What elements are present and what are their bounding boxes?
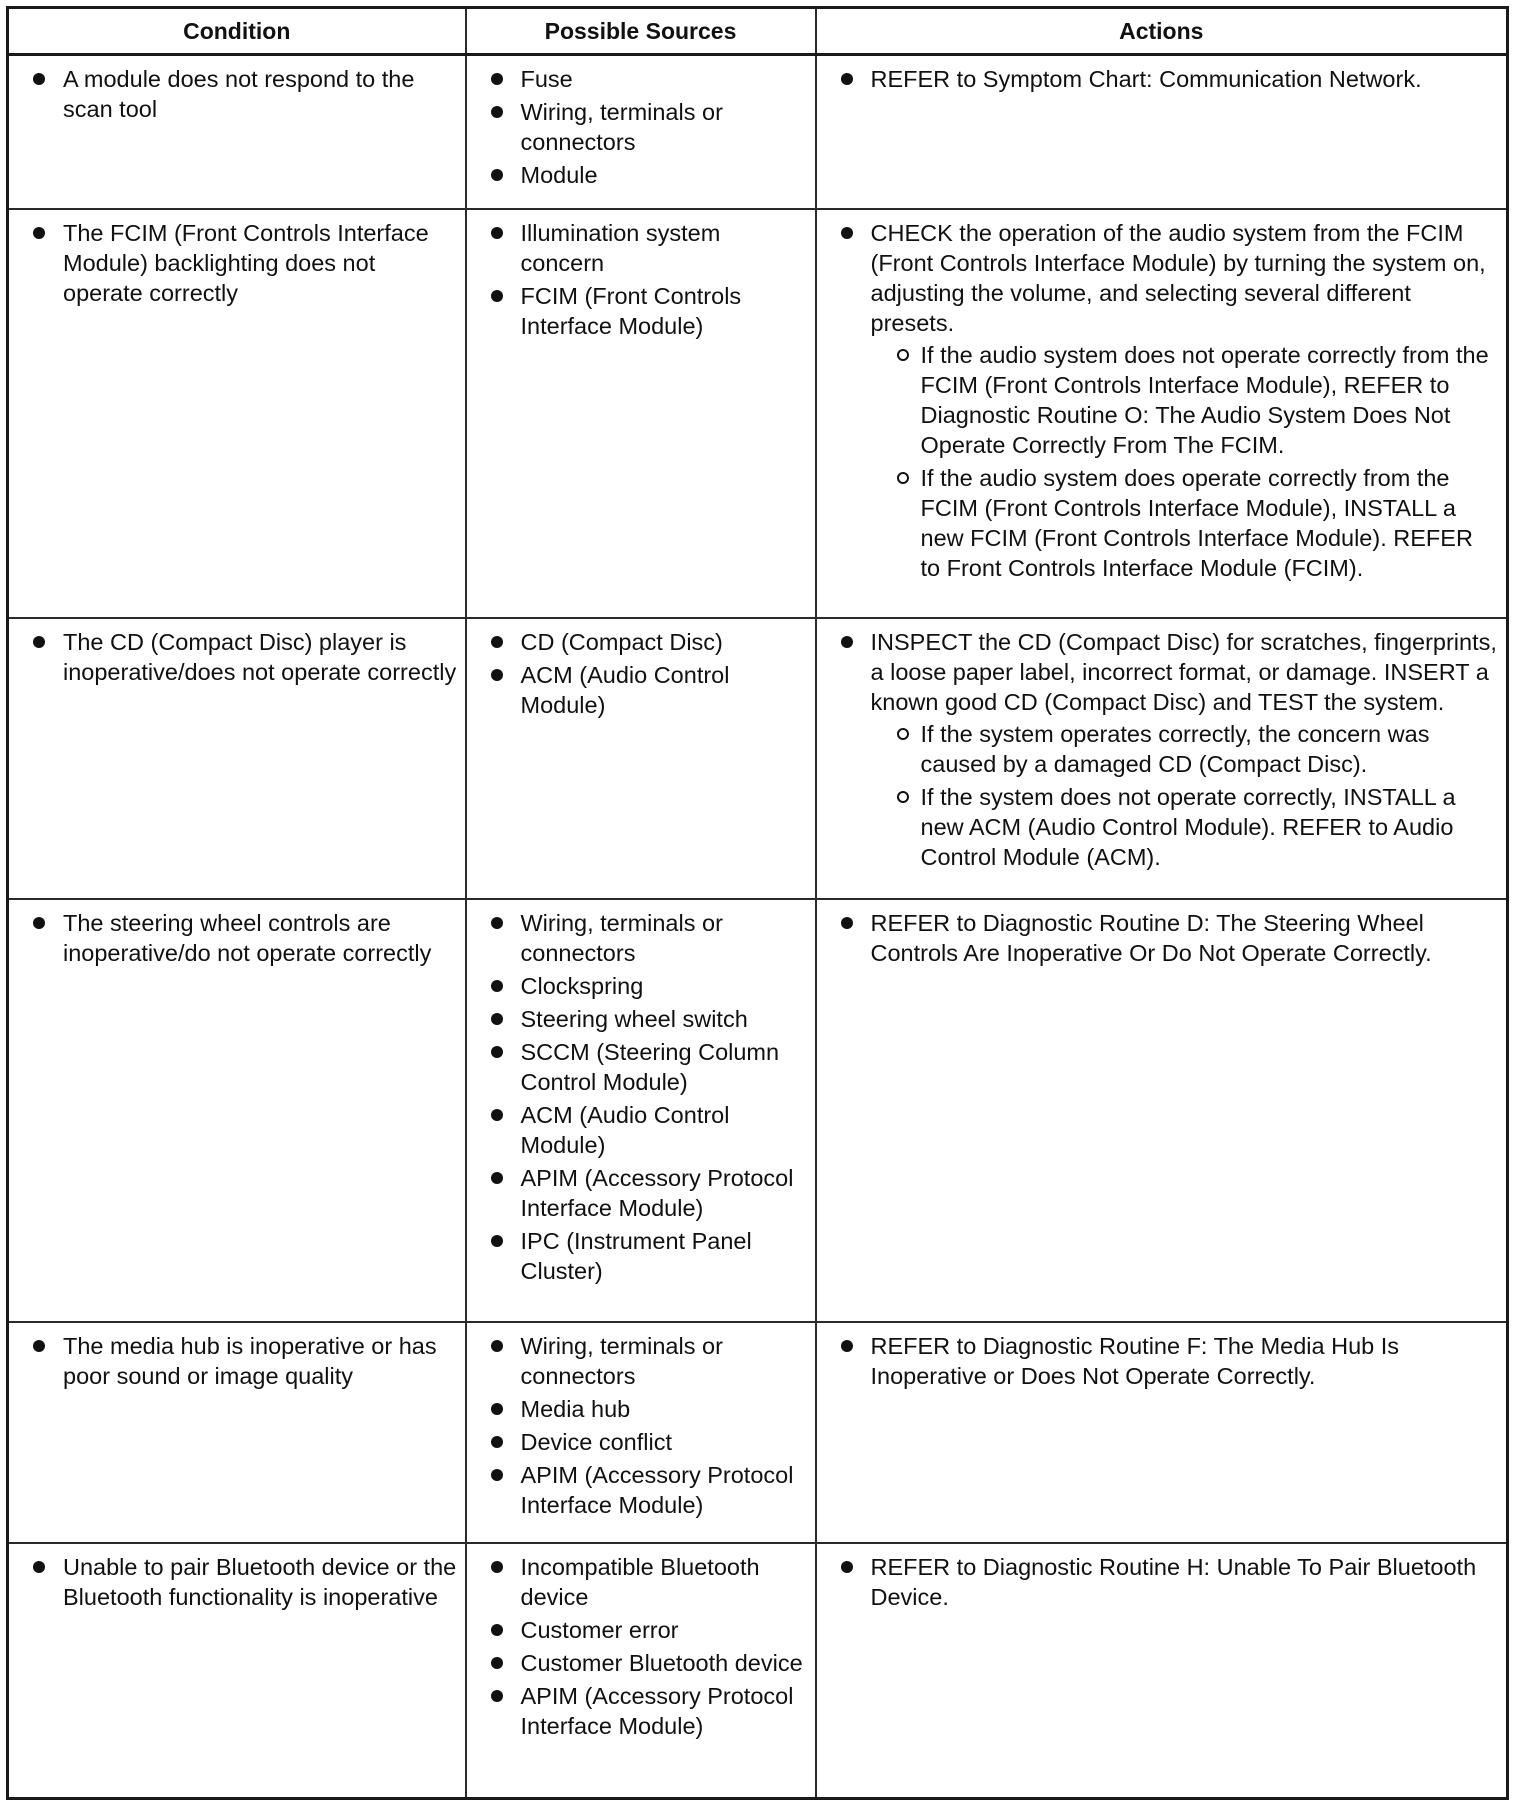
possible-sources-cell: [466, 209, 816, 618]
condition-text: The steering wheel controls are inoperative/do not operate correctly: [17, 908, 457, 968]
source-item: FCIM (Front Controls Interface Module): [475, 281, 807, 341]
possible-sources-cell: [466, 1322, 816, 1543]
source-item: Device conflict: [475, 1427, 807, 1457]
source-item: SCCM (Steering Column Control Module): [475, 1037, 807, 1097]
source-item: ACM (Audio Control Module): [475, 660, 807, 720]
action-item: [825, 64, 1499, 94]
source-item: Customer error: [475, 1615, 807, 1645]
action-item: [825, 627, 1499, 872]
action-item: [825, 1552, 1499, 1612]
condition-list: [17, 908, 457, 968]
possible-sources-cell: [466, 1543, 816, 1799]
source-item: Illumination system concern: [475, 218, 807, 278]
action-sublist: [871, 340, 1499, 583]
table-row: [8, 209, 1508, 618]
condition-list: [17, 1331, 457, 1391]
actions-cell: [816, 209, 1508, 618]
header-row: [8, 8, 1508, 55]
action-text: INSPECT the CD (Compact Disc) for scratches, fingerprints, a loose paper label, incorrect format, or damage. INSERT a known good CD (Compact Disc) and TEST the system.: [870, 629, 1497, 716]
source-item: IPC (Instrument Panel Cluster): [475, 1226, 807, 1286]
source-item: Wiring, terminals or connectors: [475, 97, 807, 157]
table-row: [8, 618, 1508, 899]
action-text: REFER to Diagnostic Routine D: The Steering Wheel Controls Are Inoperative Or Do Not Operate Correctly.: [870, 910, 1432, 967]
actions-cell: [816, 1543, 1508, 1799]
actions-cell: [816, 55, 1508, 210]
source-item: Wiring, terminals or connectors: [475, 908, 807, 968]
action-item: [825, 1331, 1499, 1391]
table-row: [8, 899, 1508, 1322]
header-condition: Condition: [8, 8, 466, 55]
condition-text: Unable to pair Bluetooth device or the Bluetooth functionality is inoperative: [17, 1552, 457, 1612]
condition-list: [17, 64, 457, 124]
source-item: Incompatible Bluetooth device: [475, 1552, 807, 1612]
action-item: [825, 218, 1499, 583]
action-text: CHECK the operation of the audio system from the FCIM (Front Controls Interface Module) by turning the system on, adjusting the volume, and selecting several different presets.: [870, 220, 1486, 337]
sources-list: [475, 64, 807, 190]
table-body: [8, 55, 1508, 1799]
sources-list: [475, 908, 807, 1286]
condition-text: The media hub is inoperative or has poor sound or image quality: [17, 1331, 457, 1391]
condition-cell: [8, 899, 466, 1322]
action-text: REFER to Diagnostic Routine F: The Media Hub Is Inoperative or Does Not Operate Correctly.: [870, 1332, 1400, 1389]
source-item: APIM (Accessory Protocol Interface Module): [475, 1681, 807, 1741]
source-item: Media hub: [475, 1394, 807, 1424]
source-item: ACM (Audio Control Module): [475, 1100, 807, 1160]
source-item: CD (Compact Disc): [475, 627, 807, 657]
header-possible-sources: Possible Sources: [466, 8, 816, 55]
condition-cell: [8, 55, 466, 210]
condition-cell: [8, 1322, 466, 1543]
condition-cell: [8, 209, 466, 618]
source-item: Clockspring: [475, 971, 807, 1001]
action-text: REFER to Diagnostic Routine H: Unable To Pair Bluetooth Device.: [870, 1554, 1477, 1610]
actions-list: [825, 1331, 1499, 1391]
sources-list: [475, 1331, 807, 1520]
source-item: Customer Bluetooth device: [475, 1648, 807, 1678]
table-row: [8, 55, 1508, 210]
action-sublist: [871, 719, 1499, 872]
source-item: APIM (Accessory Protocol Interface Module): [475, 1163, 807, 1223]
source-item: Wiring, terminals or connectors: [475, 1331, 807, 1391]
possible-sources-cell: [466, 55, 816, 210]
sources-list: [475, 218, 807, 341]
action-subitem: If the system operates correctly, the concern was caused by a damaged CD (Compact Disc).: [871, 719, 1499, 779]
action-subitem: If the audio system does operate correctly from the FCIM (Front Controls Interface Module), INSTALL a new FCIM (Front Controls Interface Module). REFER to Front Controls Interface Module (FCIM).: [871, 463, 1499, 583]
source-item: APIM (Accessory Protocol Interface Module): [475, 1460, 807, 1520]
condition-text: A module does not respond to the scan tool: [17, 64, 457, 124]
condition-list: [17, 627, 457, 687]
condition-text: The CD (Compact Disc) player is inoperative/does not operate correctly: [17, 627, 457, 687]
symptom-chart-table: [6, 6, 1509, 1800]
sources-list: [475, 1552, 807, 1741]
header-actions: Actions: [816, 8, 1508, 55]
condition-cell: [8, 1543, 466, 1799]
action-subitem: If the audio system does not operate correctly from the FCIM (Front Controls Interface Module), REFER to Diagnostic Routine O: The Audio System Does Not Operate Correctly From The FCIM.: [871, 340, 1499, 460]
source-item: Fuse: [475, 64, 807, 94]
actions-list: [825, 64, 1499, 94]
actions-cell: [816, 618, 1508, 899]
actions-cell: [816, 1322, 1508, 1543]
condition-cell: [8, 618, 466, 899]
action-item: [825, 908, 1499, 968]
actions-list: [825, 218, 1499, 583]
actions-list: [825, 908, 1499, 968]
source-item: Module: [475, 160, 807, 190]
condition-text: The FCIM (Front Controls Interface Module) backlighting does not operate correctly: [17, 218, 457, 308]
condition-list: [17, 1552, 457, 1612]
action-subitem: If the system does not operate correctly, INSTALL a new ACM (Audio Control Module). REFER to Audio Control Module (ACM).: [871, 782, 1499, 872]
sources-list: [475, 627, 807, 720]
action-text: REFER to Symptom Chart: Communication Network.: [870, 66, 1422, 92]
actions-list: [825, 1552, 1499, 1612]
actions-cell: [816, 899, 1508, 1322]
table-row: [8, 1543, 1508, 1799]
condition-list: [17, 218, 457, 308]
table-row: [8, 1322, 1508, 1543]
source-item: Steering wheel switch: [475, 1004, 807, 1034]
possible-sources-cell: [466, 899, 816, 1322]
possible-sources-cell: [466, 618, 816, 899]
actions-list: [825, 627, 1499, 872]
